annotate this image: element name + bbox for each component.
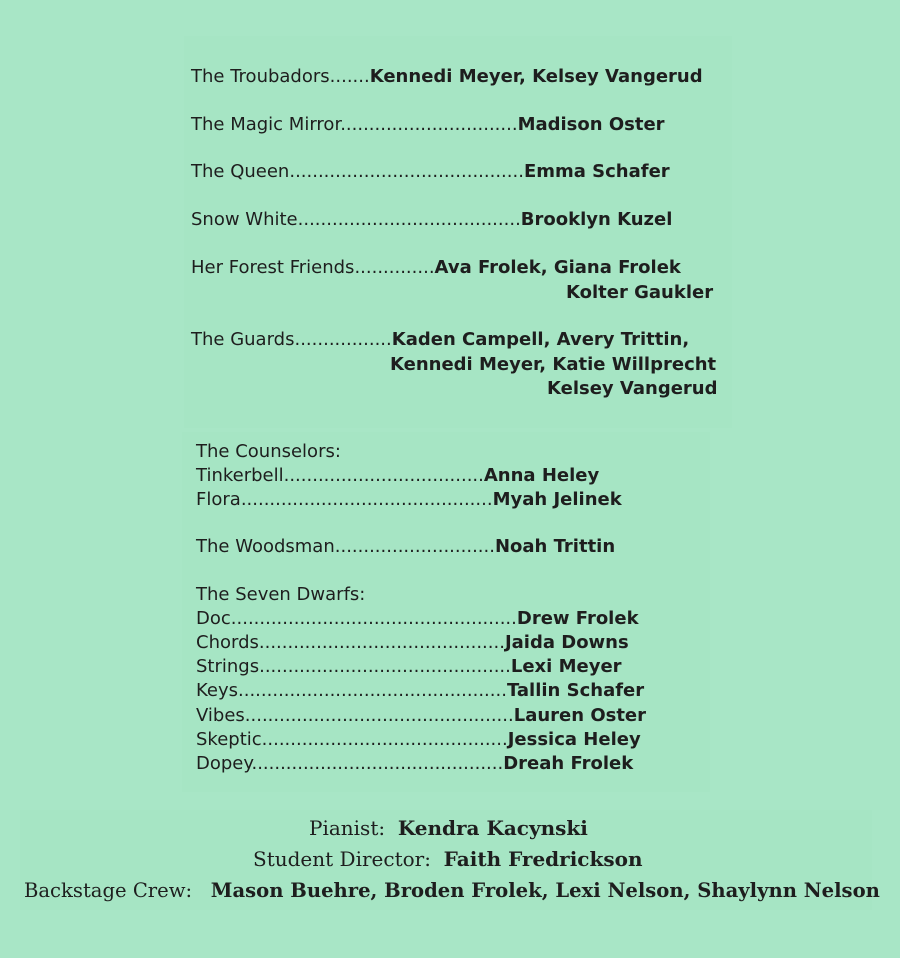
leader-dots: ........................................... bbox=[261, 729, 508, 750]
leader-dots: ................................... bbox=[283, 465, 484, 486]
cast-role: Vibes bbox=[196, 705, 245, 726]
leader-dots: ............................................... bbox=[244, 705, 514, 726]
cast-actor: Noah Trittin bbox=[494, 536, 616, 557]
leader-dots: ............................................ bbox=[240, 489, 493, 510]
cast-actor: Lexi Meyer bbox=[510, 656, 622, 677]
cast-actor: Jaida Downs bbox=[504, 632, 629, 653]
cast-actor: Brooklyn Kuzel bbox=[520, 209, 673, 230]
leader-dots: ............................................ bbox=[251, 753, 504, 774]
counselors-heading: The Counselors: bbox=[196, 441, 341, 462]
cast-line-magic-mirror bbox=[191, 113, 665, 137]
cast-role: The Woodsman bbox=[196, 536, 335, 557]
counselor-line-flora bbox=[196, 488, 622, 512]
credit-value: Mason Buehre, Broden Frolek, Lexi Nelson, Shaylynn Nelson bbox=[210, 878, 880, 902]
credit-label: Backstage Crew: bbox=[24, 878, 193, 902]
leader-dots: ............................................... bbox=[238, 680, 507, 701]
dwarf-line-doc bbox=[196, 607, 639, 631]
credit-pianist bbox=[309, 814, 588, 842]
leader-dots: .............. bbox=[354, 257, 435, 278]
cast-role: The Troubadors bbox=[191, 66, 330, 87]
cast-role: Keys bbox=[196, 680, 239, 701]
leader-dots: .................................................. bbox=[230, 608, 517, 629]
cast-actor: Anna Heley bbox=[483, 465, 600, 486]
dwarf-line-strings bbox=[196, 655, 622, 679]
cast-line-troubadors bbox=[191, 65, 703, 89]
cast-actor: Madison Oster bbox=[517, 114, 665, 135]
leader-dots: ............................................ bbox=[259, 656, 511, 677]
cast-actor: Drew Frolek bbox=[516, 608, 639, 629]
cast-actor: Kennedi Meyer, Kelsey Vangerud bbox=[369, 66, 703, 87]
cast-actor: Tallin Schafer bbox=[506, 680, 645, 701]
cast-actor: Ava Frolek, Giana Frolek bbox=[434, 257, 681, 278]
credit-backstage-crew bbox=[24, 876, 880, 904]
dwarf-line-vibes bbox=[196, 704, 646, 728]
cast-role: The Guards bbox=[191, 329, 295, 350]
cast-role: Skeptic bbox=[196, 729, 262, 750]
cast-actor: Myah Jelinek bbox=[492, 489, 622, 510]
cast-role: Her Forest Friends bbox=[191, 257, 355, 278]
cast-role: Doc bbox=[196, 608, 231, 629]
leader-dots: ....................................... bbox=[297, 209, 521, 230]
dwarf-line-dopey bbox=[196, 752, 633, 776]
cast-role: Flora bbox=[196, 489, 241, 510]
cast-role: Dopey bbox=[196, 753, 252, 774]
cast-line-woodsman bbox=[196, 535, 615, 559]
cast-role: The Queen bbox=[191, 161, 290, 182]
cast-actor: Lauren Oster bbox=[513, 705, 647, 726]
cast-actor: Jessica Heley bbox=[507, 729, 641, 750]
cast-line-snow-white bbox=[191, 208, 672, 232]
cast-line-forest-friends bbox=[191, 256, 681, 280]
cast-role: Snow White bbox=[191, 209, 298, 230]
cast-line-guards bbox=[191, 328, 689, 352]
dwarfs-heading: The Seven Dwarfs: bbox=[196, 584, 366, 605]
credit-value: Faith Fredrickson bbox=[443, 847, 643, 871]
dwarf-line-keys bbox=[196, 679, 644, 703]
cast-actor: Emma Schafer bbox=[523, 161, 670, 182]
credit-label: Student Director: bbox=[253, 847, 431, 871]
leader-dots: ............................... bbox=[340, 114, 518, 135]
credit-label: Pianist: bbox=[309, 816, 386, 840]
cast-actor-continuation: Kennedi Meyer, Katie Willprecht bbox=[390, 354, 717, 375]
cast-role: The Magic Mirror bbox=[191, 114, 341, 135]
dwarf-line-skeptic bbox=[196, 728, 641, 752]
cast-actor: Kaden Campell, Avery Trittin, bbox=[391, 329, 690, 350]
leader-dots: ............................ bbox=[334, 536, 495, 557]
cast-role: Strings bbox=[196, 656, 260, 677]
cast-role: Tinkerbell bbox=[196, 465, 284, 486]
cast-actor-continuation: Kolter Gaukler bbox=[566, 282, 714, 303]
leader-dots: ........................................... bbox=[258, 632, 505, 653]
credit-student-director bbox=[253, 845, 642, 873]
cast-line-queen bbox=[191, 160, 670, 184]
leader-dots: ......................................... bbox=[289, 161, 524, 182]
leader-dots: ....... bbox=[329, 66, 370, 87]
credit-value: Kendra Kacynski bbox=[397, 816, 588, 840]
cast-actor-continuation: Kelsey Vangerud bbox=[547, 378, 718, 399]
cast-actor: Dreah Frolek bbox=[503, 753, 634, 774]
counselor-line-tinkerbell bbox=[196, 464, 599, 488]
leader-dots: ................. bbox=[294, 329, 392, 350]
cast-role: Chords bbox=[196, 632, 259, 653]
dwarf-line-chords bbox=[196, 631, 629, 655]
